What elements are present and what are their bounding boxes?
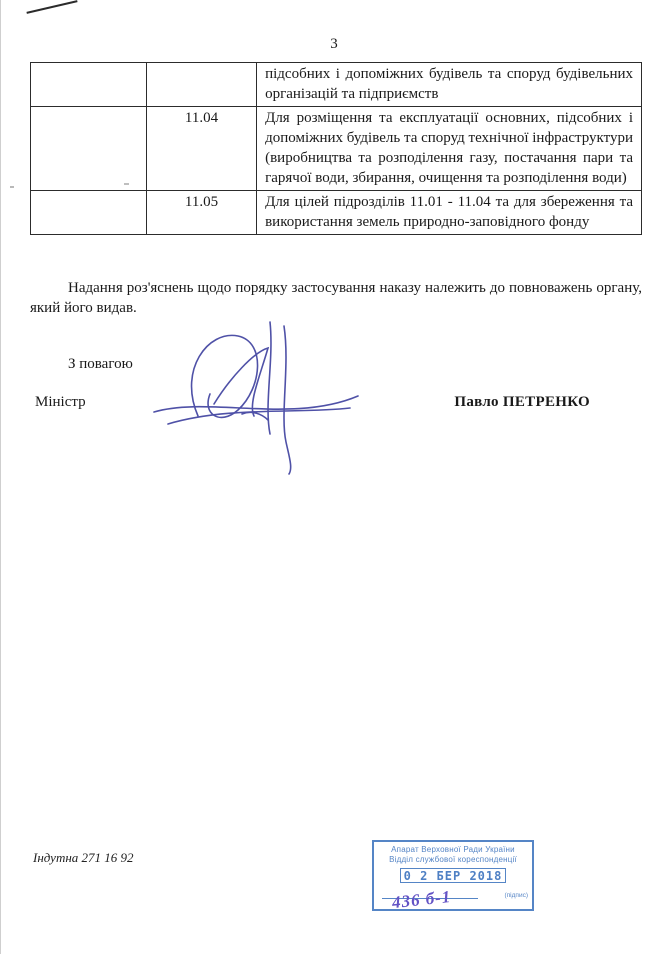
table-cell-code	[146, 63, 256, 107]
table-cell-code: 11.05	[146, 191, 256, 235]
table-row	[31, 107, 642, 191]
table-cell-description: Для цілей підрозділів 11.01 - 11.04 та для збереження та використання земель природно-заповідного фонду	[257, 191, 642, 235]
table-cell-blank	[31, 107, 147, 191]
signer-title: Міністр	[35, 394, 86, 410]
stamp-handwritten-number: 436 б-1	[391, 886, 453, 913]
signature-block	[35, 394, 590, 411]
stamp-signature-label: (підпис)	[504, 892, 528, 899]
table-row	[31, 191, 642, 235]
incoming-registration-stamp	[372, 840, 534, 911]
executor-reference: Індутна 271 16 92	[33, 850, 134, 865]
table-cell-description: підсобних і допоміжних будівель та споруд будівельних організацій та підприємств	[257, 63, 642, 107]
scan-artifact-icon	[26, 0, 77, 14]
table-cell-code: 11.04	[146, 107, 256, 191]
table-cell-blank	[31, 63, 147, 107]
table-cell-blank	[31, 191, 147, 235]
stamp-date: 0 2 БЕР 2018	[400, 868, 506, 883]
table-row	[31, 63, 642, 107]
table-cell-description: Для розміщення та експлуатації основних, підсобних і допоміжних будівель та споруд технічної інфраструктури (виробництва та розподілення газу, постачання пари та гарячої води, збирання, очищення та розподілення води)	[257, 107, 642, 191]
scan-speck-icon	[10, 186, 14, 188]
closing-salutation: З повагою	[68, 356, 133, 372]
clarification-paragraph: Надання роз'яснень щодо порядку застосування наказу належить до повноважень органу, який його видав.	[30, 280, 642, 316]
stamp-org-line2: Відділ службової кореспонденції	[389, 855, 517, 864]
stamp-bottom-row	[378, 885, 528, 913]
signer-name: Павло ПЕТРЕНКО	[454, 394, 590, 410]
stamp-org-line1: Апарат Верховної Ради України	[391, 845, 515, 854]
land-use-table	[30, 62, 642, 235]
page-number: 3	[330, 36, 338, 52]
